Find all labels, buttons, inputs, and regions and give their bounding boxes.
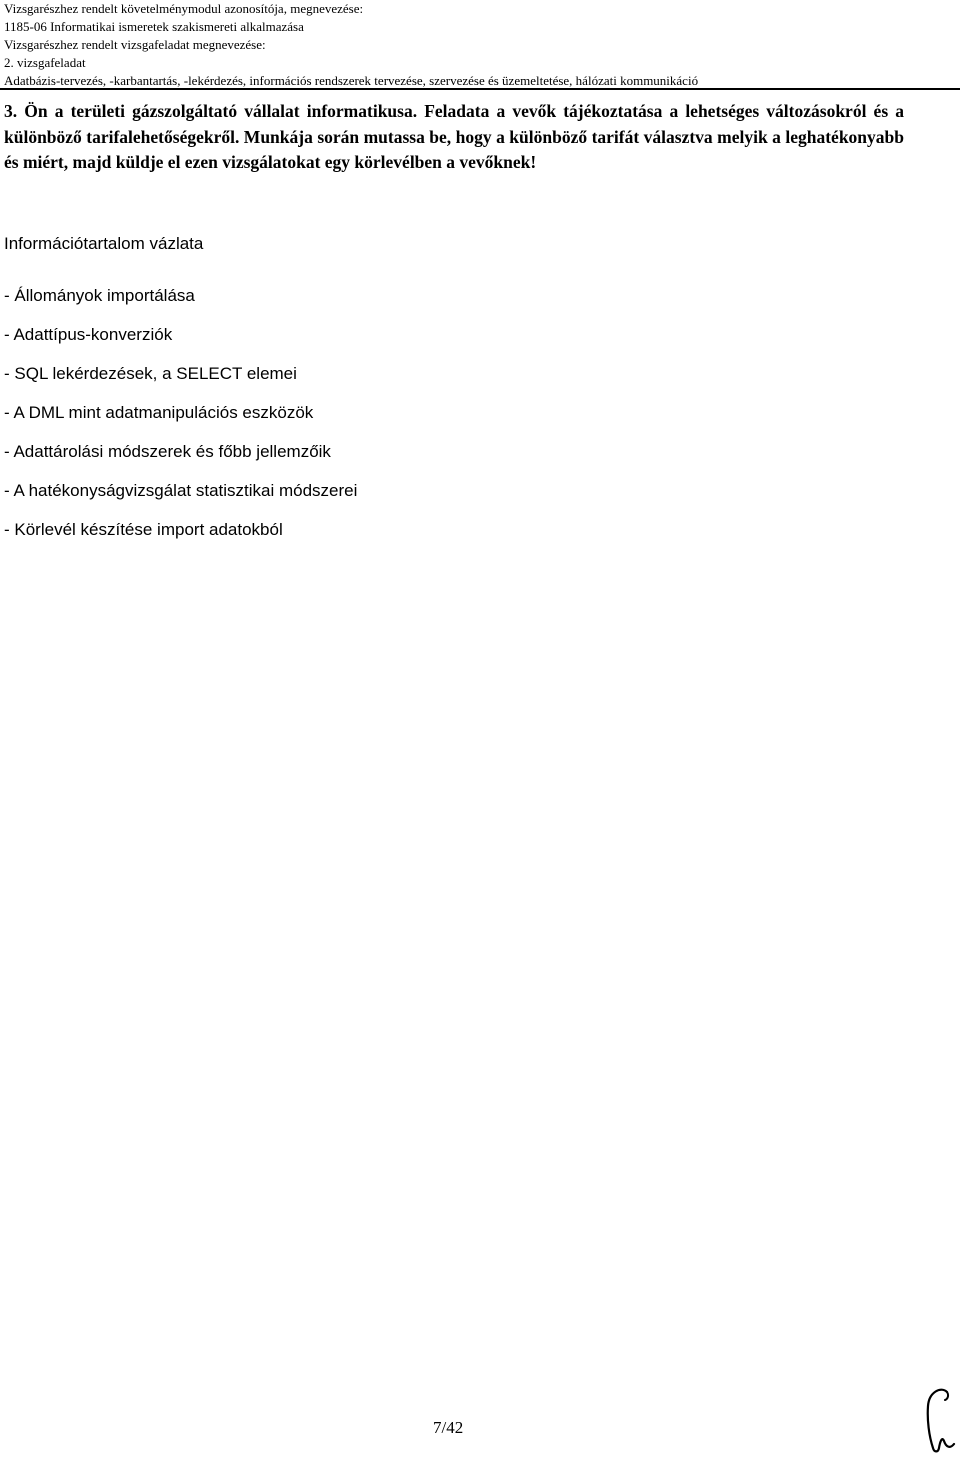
outline-item: - A hatékonyságvizsgálat statisztikai módszerei [4,481,358,500]
outline-item: - Adattárolási módszerek és főbb jellemzőik [4,442,331,461]
outline-item: - Állományok importálása [4,286,195,305]
header-task-topics: Adatbázis-tervezés, -karbantartás, -lekérdezés, információs rendszerek tervezése, szervezése és üzemeltetése, hálózati kommunikáció [4,73,699,88]
header-module-name: 1185-06 Informatikai ismeretek szakismereti alkalmazása [4,19,304,34]
header-task-number: 2. vizsgafeladat [4,55,86,70]
header-task-label: Vizsgarészhez rendelt vizsgafeladat megnevezése: [4,37,266,52]
signature-mark [921,1386,957,1456]
page-number: 7/42 [433,1418,464,1437]
outline-item: - Körlevél készítése import adatokból [4,520,283,539]
outline-item: - Adattípus-konverziók [4,325,173,344]
task-description: 3. Ön a területi gázszolgáltató vállalat informatikusa. Feladata a vevők tájékoztatása a lehetséges változásokról és a különböző tarifalehetőségekről. Munkája során mutassa be, hogy a különböző tarifát választva melyik a leghatékonyabb és miért, majd küldje el ezen vizsgálatokat egy körlevélben a vevőknek! [4,101,904,172]
outline-item: - SQL lekérdezések, a SELECT elemei [4,364,297,383]
outline-title: Információtartalom vázlata [4,234,204,253]
header-module-label: Vizsgarészhez rendelt követelménymodul azonosítója, megnevezése: [4,1,364,16]
outline-list [4,283,357,556]
document-header [4,0,954,90]
outline-item: - A DML mint adatmanipulációs eszközök [4,403,314,422]
header-divider [0,88,960,90]
